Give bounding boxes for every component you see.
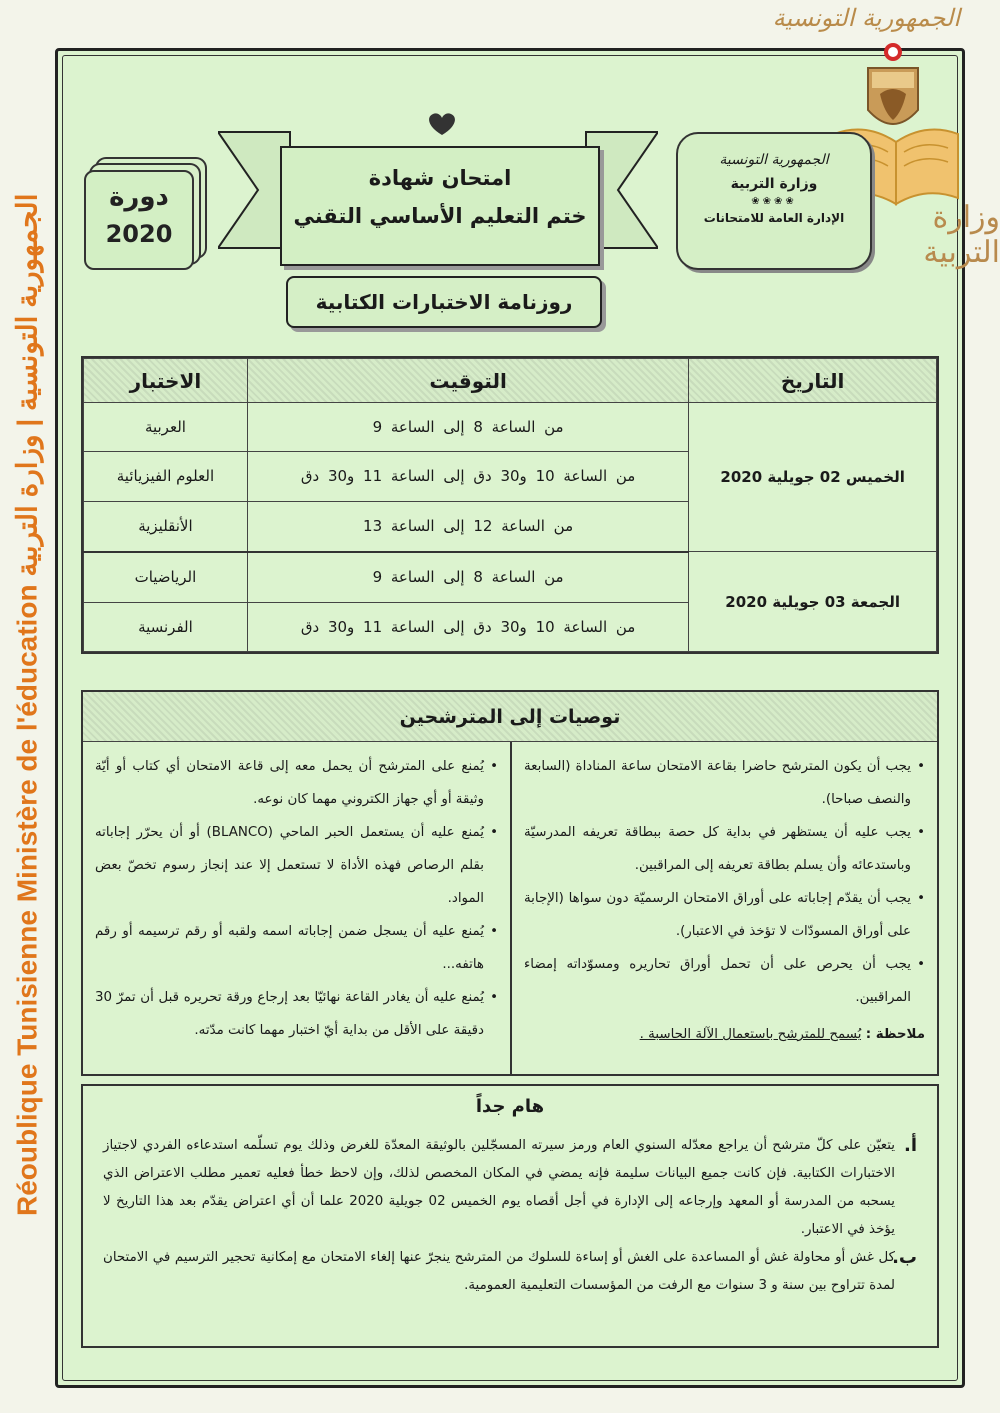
top-republic-script: الجمهورية التونسية [772, 4, 960, 32]
day2-date: الجمعة 03 جويلية 2020 [689, 552, 937, 652]
note-text: يُسمح للمترشح باستعمال الآلة الحاسبة . [639, 1027, 862, 1042]
recommendations-box [81, 690, 939, 1076]
row-time: من الساعة 10 و30 دق إلى الساعة 11 و30 دق [247, 602, 688, 651]
header-republic: الجمهورية التونسية [719, 152, 829, 168]
session-year: 2020 [105, 220, 173, 248]
header-time: التوقيت [247, 359, 688, 403]
item-marker: ب. [892, 1247, 917, 1268]
row-subject: العلوم الفيزيائية [84, 452, 248, 501]
schedule-subtitle: روزنامة الاختبارات الكتابية [286, 276, 602, 328]
header-ministry: وزارة التربية [730, 176, 818, 192]
item-marker: أ. [903, 1135, 917, 1156]
list-item: • يُمنع عليه أن يسجل ضمن إجاباته اسمه ولقبه أو رقم ترسيمه أو رقم هاتفه... [95, 915, 498, 981]
list-item: • يجب أن يحرص على أن تحمل أوراق تحاريره ومسوّداته إمضاء المراقبين. [524, 948, 925, 1014]
important-box [81, 1084, 939, 1348]
item-text: كل غش أو محاولة غش أو المساعدة على الغش أو إساءة للسلوك من المترشح ينجرّ عنها إلغاء الامتحان مع إمكانية تحجير الترسيم في الامتحان لمدة تتراوح بين سنة و 3 سنوات مع الرفت من المؤسسات التعليمية العمومية. [103, 1250, 895, 1293]
row-time: من الساعة 8 إلى الساعة 9 [247, 552, 688, 603]
row-time: من الساعة 12 إلى الساعة 13 [247, 501, 688, 552]
calculator-note [524, 1018, 925, 1051]
important-item [103, 1132, 917, 1244]
recommendations-must-column [510, 742, 937, 1076]
list-item: • يُمنع على المترشح أن يحمل معه إلى قاعة الامتحان أي كتاب أو أيّة وثيقة أو أي جهاز الكتروني مهما كان نوعه. [95, 750, 498, 816]
header-directorate: الإدارة العامة للامتحانات [703, 211, 845, 225]
row-subject: الرياضيات [84, 552, 248, 603]
recommendations-forbidden-column [83, 742, 510, 1076]
ministry-header-box [676, 132, 872, 270]
schedule-header-row [84, 359, 937, 403]
list-item: • يُمنع عليه أن يستعمل الحبر الماحي (BLANCO) أو أن يحرّر إجاباته بقلم الرصاص فهذه الأداة لا تستعمل إلا عند إنجاز رسوم تخصّ بعض المواد. [95, 816, 498, 915]
important-item [103, 1244, 917, 1300]
list-item: • يجب عليه أن يستظهر في بداية كل حصة ببطاقة تعريفه المدرسيّة وباستدعائه وأن يسلم بطاقة تعريفه إلى المراقبين. [524, 816, 925, 882]
row-time: من الساعة 10 و30 دق إلى الساعة 11 و30 دق [247, 452, 688, 501]
heart-ornament-icon [424, 111, 460, 137]
session-label: دورة [109, 182, 169, 212]
header-subject: الاختبار [84, 359, 248, 403]
note-label: ملاحظة : [865, 1027, 925, 1042]
session-box [84, 170, 194, 270]
day1-date: الخميس 02 جويلية 2020 [689, 403, 937, 552]
row-subject: العربية [84, 403, 248, 452]
schedule-table [81, 356, 939, 654]
item-text: يتعيّن على كلّ مترشح أن يراجع معدّله السنوي العام ورمز سيرته المسجّلين بالوثيقة المعدّة للغرض وذلك يوم تسلّمه استدعاءه الفردي لاجتياز الاختبارات الكتابية. فإن كانت جميع البيانات سليمة فإنه يمضي في المكان المخصص لذلك، وإن لاحظ خطأ فعليه تعمير مطلب الاعتراض الذي يسحبه من المدرسة أو المعهد وإرجاعه إلى الإدارة في أجل أقصاه يوم الخميس 02 جويلية 2020 علما أن أي اعتراض يقدّم بعد هذا التاريخ لا يؤخذ في الاعتبار. [103, 1138, 895, 1237]
header-stars: ❀❀❀❀ [751, 196, 797, 207]
row-subject: الأنقليزية [84, 501, 248, 552]
recommendations-title: توصيات إلى المترشحين [83, 692, 937, 742]
ministry-script-logo: وزارة التربية [923, 200, 1000, 270]
row-subject: الفرنسية [84, 602, 248, 651]
list-item: • يجب أن يقدّم إجاباته على أوراق الامتحان الرسميّة دون سواها (الإجابة على أوراق المسودّات لا تؤخذ في الاعتبار). [524, 882, 925, 948]
important-title: هام جداً [475, 1096, 545, 1117]
side-watermark-text: Réoublique Tunisienne Ministère de l'éducation الجمهورية التونسية | وزارة التربية [11, 193, 43, 1217]
exam-title-box [280, 146, 600, 266]
exam-title-line1: امتحان شهادة [368, 166, 512, 190]
row-time: من الساعة 8 إلى الساعة 9 [247, 403, 688, 452]
list-item: • يجب أن يكون المترشح حاضرا بقاعة الامتحان ساعة المناداة (السابعة والنصف صباحا). [524, 750, 925, 816]
header-date: التاريخ [689, 359, 937, 403]
table-row [84, 552, 937, 603]
exam-title-line2: ختم التعليم الأساسي التقني [293, 204, 587, 228]
list-item: • يُمنع عليه أن يغادر القاعة نهائيّا بعد إرجاع ورقة تحريره قبل أن تمرّ 30 دقيقة على الأقل من بداية أيّ اختبار مهما كانت مدّته. [95, 981, 498, 1047]
table-row [84, 403, 937, 452]
